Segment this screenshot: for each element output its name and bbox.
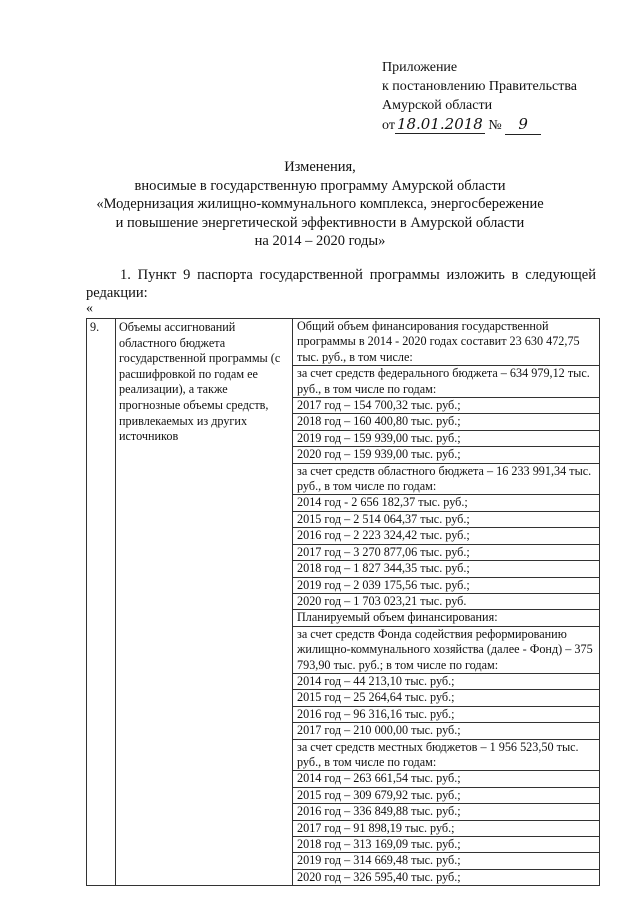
opening-quote: « bbox=[86, 301, 93, 316]
content-line: 2020 год – 1 703 023,21 тыс. руб. bbox=[293, 594, 599, 610]
content-line: 2014 год - 2 656 182,37 тыс. руб.; bbox=[293, 495, 599, 511]
content-line: 2016 год – 96 316,16 тыс. руб.; bbox=[293, 707, 599, 723]
appendix-line-2: к постановлению Правительства bbox=[382, 79, 578, 94]
content-line: 2017 год – 154 700,32 тыс. руб.; bbox=[293, 398, 599, 414]
content-line: 2018 год – 160 400,80 тыс. руб.; bbox=[293, 414, 599, 430]
content-line: 2017 год – 3 270 877,06 тыс. руб.; bbox=[293, 545, 599, 561]
passport-table bbox=[86, 318, 600, 886]
row-content bbox=[293, 319, 600, 886]
content-line: Планируемый объем финансирования: bbox=[293, 610, 599, 626]
content-line: 2019 год – 2 039 175,56 тыс. руб.; bbox=[293, 578, 599, 594]
content-line: 2014 год – 263 661,54 тыс. руб.; bbox=[293, 771, 599, 787]
content-line: 2018 год – 1 827 344,35 тыс. руб.; bbox=[293, 561, 599, 577]
content-line: 2015 год – 2 514 064,37 тыс. руб.; bbox=[293, 512, 599, 528]
number-label: № bbox=[488, 118, 502, 133]
content-line: 2015 год – 25 264,64 тыс. руб.; bbox=[293, 690, 599, 706]
content-line: 2019 год – 159 939,00 тыс. руб.; bbox=[293, 431, 599, 447]
content-line: 2014 год – 44 213,10 тыс. руб.; bbox=[293, 674, 599, 690]
handwritten-date: 18.01.2018 bbox=[396, 115, 483, 133]
content-line: 2017 год – 91 898,19 тыс. руб.; bbox=[293, 821, 599, 837]
appendix-line-3: Амурской области bbox=[382, 98, 493, 113]
row-label: Объемы ассигнований областного бюджета государственной программы (с расшифровкой по годам ее реализации), а также прогнозные объемы средств, привлекаемых из других источников bbox=[116, 319, 293, 886]
content-line: 2016 год – 336 849,88 тыс. руб.; bbox=[293, 804, 599, 820]
appendix-date-line bbox=[382, 115, 577, 135]
appendix-block bbox=[382, 58, 577, 135]
handwritten-number: 9 bbox=[505, 115, 541, 135]
title-line-4: и повышение энергетической эффективности в Амурской области bbox=[115, 214, 525, 231]
row-number: 9. bbox=[87, 319, 116, 886]
content-line: за счет средств областного бюджета – 16 233 991,34 тыс. руб., в том числе по годам: bbox=[293, 464, 599, 496]
appendix-line-1: Приложение bbox=[382, 60, 458, 75]
content-line: Общий объем финансирования государственной программы в 2014 - 2020 годах составит 23 630 472,75 тыс. руб., в том числе: bbox=[293, 319, 599, 366]
table-row bbox=[87, 319, 600, 886]
title-line-2: вносимые в государственную программу Амурской области bbox=[134, 177, 506, 194]
document-title bbox=[80, 158, 560, 251]
title-line-3: «Модернизация жилищно-коммунального комплекса, энергосбережение bbox=[96, 196, 544, 212]
intro-paragraph: 1. Пункт 9 паспорта государственной программы изложить в следующей редакции: bbox=[86, 267, 596, 301]
title-line-1: Изменения, bbox=[284, 159, 356, 175]
content-line: 2015 год – 309 679,92 тыс. руб.; bbox=[293, 788, 599, 804]
date-prefix: от bbox=[382, 118, 395, 133]
content-line: 2018 год – 313 169,09 тыс. руб.; bbox=[293, 837, 599, 853]
content-line: за счет средств местных бюджетов – 1 956 523,50 тыс. руб., в том числе по годам: bbox=[293, 740, 599, 772]
content-line: за счет средств Фонда содействия реформированию жилищно-коммунального хозяйства (далее - Фонд) – 375 793,90 тыс. руб.; в том числе по годам: bbox=[293, 627, 599, 674]
content-line: 2020 год – 159 939,00 тыс. руб.; bbox=[293, 447, 599, 463]
content-line: 2016 год – 2 223 324,42 тыс. руб.; bbox=[293, 528, 599, 544]
title-line-5: на 2014 – 2020 годы» bbox=[254, 233, 386, 249]
content-line: 2019 год – 314 669,48 тыс. руб.; bbox=[293, 853, 599, 869]
content-line: 2017 год – 210 000,00 тыс. руб.; bbox=[293, 723, 599, 739]
content-line: за счет средств федерального бюджета – 634 979,12 тыс. руб., в том числе по годам: bbox=[293, 366, 599, 398]
content-line: 2020 год – 326 595,40 тыс. руб.; bbox=[297, 869, 461, 884]
